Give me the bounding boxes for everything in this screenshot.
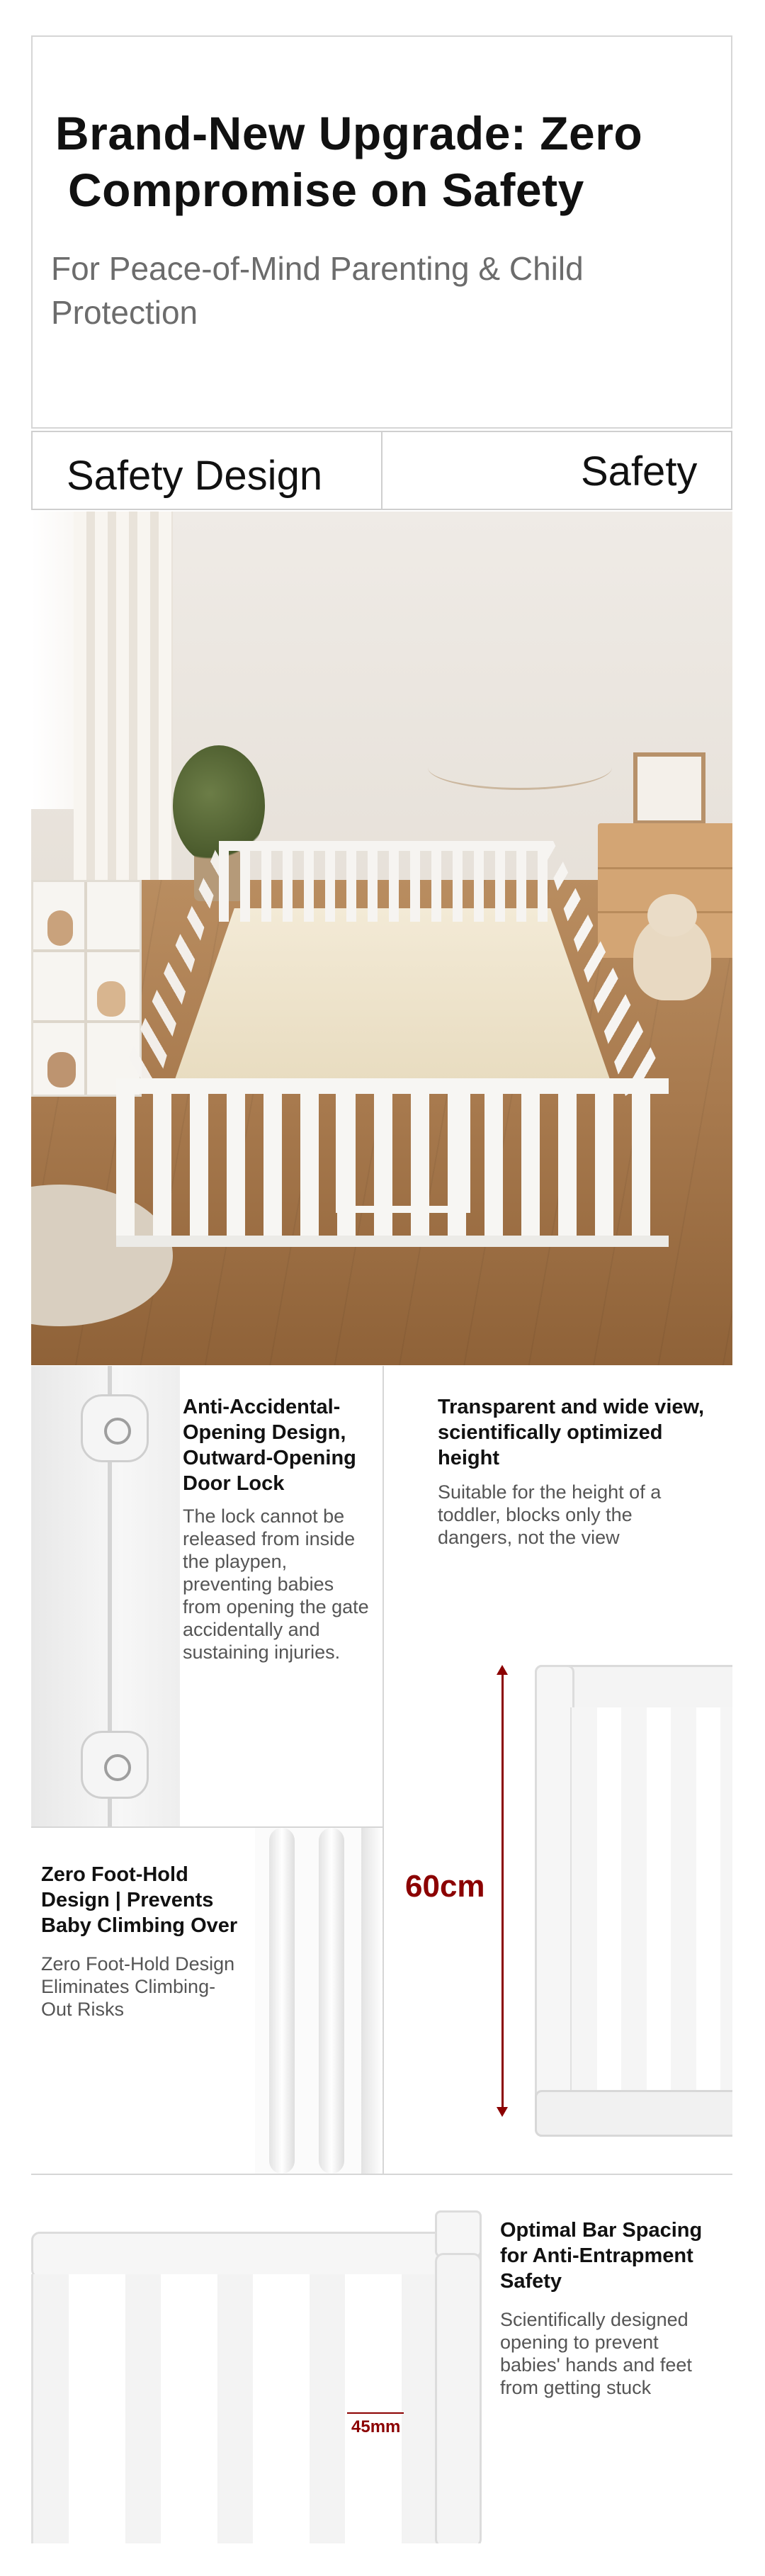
playpen-gate — [336, 1085, 470, 1213]
feature3-divider — [382, 1826, 384, 2174]
lock-latch-top — [81, 1394, 149, 1462]
curtain — [74, 512, 173, 908]
feature2-title: Transparent and wide view, scientifically optimized height — [438, 1396, 705, 1469]
toy-shelf — [31, 880, 142, 1097]
picture-frame — [633, 752, 706, 825]
height-measurement-label: 60cm — [405, 1869, 485, 1904]
feature3-body: Zero Foot-Hold Design Eliminates Climbing-Out Risks — [41, 1953, 235, 2020]
bottom-section-divider — [31, 2174, 732, 2175]
tab-safety-design[interactable] — [31, 431, 382, 510]
tab-safety-design-label: Safety Design — [67, 453, 323, 499]
lock-latch-bottom — [81, 1731, 149, 1799]
bar-row — [31, 2274, 480, 2543]
spacing-measurement-label: 45mm — [351, 2417, 401, 2436]
hero-playpen-photo — [31, 512, 732, 1365]
feature4-body: Scientifically designed opening to prevent babies' hands and feet from getting stuck — [500, 2309, 692, 2398]
page-subtitle: For Peace-of-Mind Parenting & Child Protection — [51, 250, 584, 331]
page-title-line2: Compromise on Safety — [68, 164, 584, 216]
header-frame — [31, 35, 732, 429]
panel-corner-render — [506, 1651, 732, 2147]
feature1-divider — [382, 1366, 384, 1826]
spacing-measure-line — [347, 2412, 404, 2414]
feature1-body: The lock cannot be released from inside the playpen, preventing babies from opening the gate accidentally and sustaining injuries. — [183, 1506, 369, 1663]
tab-safety[interactable] — [381, 431, 732, 510]
smooth-bars-photo — [255, 1828, 382, 2174]
height-arrow — [502, 1672, 504, 2111]
feature2-body: Suitable for the height of a toddler, blocks only the dangers, not the view — [438, 1481, 662, 1548]
bar-spacing-render — [31, 2210, 499, 2543]
playpen-back-rail — [219, 841, 552, 922]
tab-safety-label: Safety — [581, 448, 698, 495]
page-title-line1: Brand-New Upgrade: Zero — [55, 107, 643, 159]
play-mat — [173, 908, 612, 1085]
feature3-title: Zero Foot-Hold Design | Prevents Baby Climbing Over — [41, 1863, 238, 1937]
feature1-title: Anti-Accidental-Opening Design, Outward-Opening Door Lock — [183, 1396, 356, 1495]
wall-garland — [428, 745, 612, 790]
door-lock-photo — [31, 1366, 180, 1826]
feature4-title: Optimal Bar Spacing for Anti-Entrapment Safety — [500, 2219, 703, 2293]
